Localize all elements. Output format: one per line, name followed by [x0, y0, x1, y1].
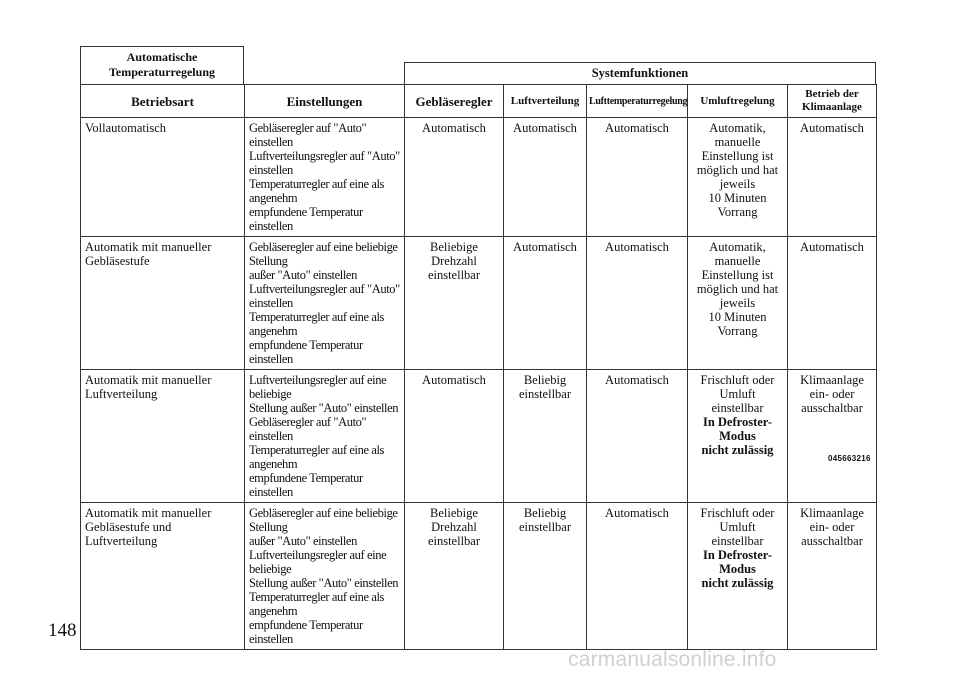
- temperature-cell: Automatisch: [587, 118, 688, 237]
- mode-cell-line: Automatik mit manueller: [85, 506, 212, 520]
- auto-temp-control-header: [80, 46, 244, 84]
- blower-cell-line: Automatisch: [422, 373, 486, 387]
- settings-cell-line: Gebläseregler auf "Auto" einstellen: [249, 121, 367, 149]
- blower-cell-line: einstellbar: [427, 268, 481, 282]
- col-header-betriebsart: Betriebsart: [81, 85, 245, 118]
- table-header-row: [81, 85, 877, 118]
- col-header-lufttemperaturregelung: Lufttemperaturregelung: [587, 85, 688, 118]
- settings-cell: [245, 503, 405, 650]
- recirculation-cell-line: Umluft einstellbar: [711, 387, 764, 415]
- blower-cell-line: Beliebige: [430, 506, 478, 520]
- blower-cell: [405, 237, 504, 370]
- ac-cell: [788, 237, 877, 370]
- mode-cell: [81, 237, 245, 370]
- recirculation-note: In Defroster-Modus: [702, 415, 773, 443]
- ac-cell-line: ein- oder: [809, 387, 855, 401]
- temperature-cell: Automatisch: [587, 237, 688, 370]
- table-row: [81, 503, 877, 650]
- blower-cell: [405, 370, 504, 503]
- mode-cell-line: Luftverteilung: [85, 387, 158, 401]
- distribution-cell: [504, 503, 587, 650]
- settings-cell-line: empfundene Temperatur einstellen: [249, 338, 363, 366]
- settings-cell-line: Luftverteilungsregler auf "Auto" einstellen: [249, 149, 400, 177]
- ac-cell-line: Klimaanlage: [800, 373, 864, 387]
- recirculation-cell: [688, 503, 788, 650]
- settings-cell-line: Stellung außer "Auto" einstellen: [249, 401, 399, 415]
- settings-cell-line: empfundene Temperatur einstellen: [249, 618, 363, 646]
- settings-cell-line: außer "Auto" einstellen: [249, 534, 357, 548]
- klimaanlage-header-line-2: Klimaanlage: [802, 101, 862, 113]
- settings-cell-line: Luftverteilungsregler auf eine beliebige: [249, 373, 387, 401]
- ac-cell-line: Klimaanlage: [800, 506, 864, 520]
- col-header-umluftregelung: Umluftregelung: [688, 85, 788, 118]
- settings-cell-line: Temperaturregler auf eine als angenehm: [249, 590, 385, 618]
- ac-cell-line: ein- oder: [809, 520, 855, 534]
- distribution-cell-line: Beliebig: [523, 506, 567, 520]
- auto-temp-control-line-2: Temperaturregelung: [109, 65, 215, 79]
- blower-cell-line: Beliebige: [430, 240, 478, 254]
- auto-temp-control-line-1: Automatische: [126, 50, 198, 64]
- settings-cell-line: Gebläseregler auf "Auto" einstellen: [249, 415, 367, 443]
- ac-cell-line: Automatisch: [800, 240, 864, 254]
- settings-cell: [245, 118, 405, 237]
- recirculation-note: nicht zulässig: [701, 443, 774, 457]
- recirculation-cell-line: möglich und hat jeweils: [696, 282, 779, 310]
- recirculation-note: In Defroster-Modus: [702, 548, 773, 576]
- mode-cell-line: Automatik mit manueller: [85, 240, 212, 254]
- table-body: [81, 118, 877, 650]
- blower-cell-line: Drehzahl: [431, 520, 477, 534]
- recirculation-cell: [688, 370, 788, 503]
- recirculation-cell: [688, 118, 788, 237]
- blower-cell: [405, 503, 504, 650]
- recirculation-cell-line: Frischluft oder: [700, 373, 775, 387]
- recirculation-note: nicht zulässig: [701, 576, 774, 590]
- settings-cell: [245, 237, 405, 370]
- settings-cell-line: Gebläseregler auf eine beliebige Stellung: [249, 506, 398, 534]
- settings-cell-line: Gebläseregler auf eine beliebige Stellung: [249, 240, 398, 268]
- settings-cell-line: Temperaturregler auf eine als angenehm: [249, 177, 385, 205]
- mode-cell-line: Luftverteilung: [85, 534, 158, 548]
- ac-cell: [788, 370, 877, 503]
- klimaanlage-header-line-1: Betrieb der: [805, 88, 859, 100]
- col-header-einstellungen: Einstellungen: [245, 85, 405, 118]
- settings-cell-line: außer "Auto" einstellen: [249, 268, 357, 282]
- blower-cell-line: Drehzahl: [431, 254, 477, 268]
- mode-cell-line: Gebläsestufe und: [85, 520, 172, 534]
- distribution-cell-line: einstellbar: [518, 387, 572, 401]
- mode-cell-line: Automatik mit manueller: [85, 373, 212, 387]
- recirculation-cell-line: Frischluft oder: [700, 506, 775, 520]
- recirculation-cell-line: 10 Minuten Vorrang: [708, 191, 767, 219]
- blower-cell-line: Automatisch: [422, 121, 486, 135]
- ac-cell: [788, 118, 877, 237]
- table-row: [81, 118, 877, 237]
- settings-cell-line: Temperaturregler auf eine als angenehm: [249, 443, 385, 471]
- recirculation-cell-line: Umluft einstellbar: [711, 520, 764, 548]
- temperature-cell: Automatisch: [587, 370, 688, 503]
- blower-cell-line: einstellbar: [427, 534, 481, 548]
- distribution-cell-line: Automatisch: [513, 240, 577, 254]
- distribution-cell-line: Beliebig: [523, 373, 567, 387]
- mode-cell: [81, 118, 245, 237]
- recirculation-cell-line: 10 Minuten Vorrang: [708, 310, 767, 338]
- recirculation-cell-line: Einstellung ist: [701, 268, 774, 282]
- settings-cell-line: empfundene Temperatur einstellen: [249, 205, 363, 233]
- table-row: [81, 370, 877, 503]
- distribution-cell: [504, 237, 587, 370]
- recirculation-cell: [688, 237, 788, 370]
- mode-cell-line: Gebläsestufe: [85, 254, 150, 268]
- blower-cell: [405, 118, 504, 237]
- climate-control-table: [80, 84, 877, 650]
- recirculation-cell-line: Einstellung ist: [701, 149, 774, 163]
- mode-cell: [81, 370, 245, 503]
- recirculation-cell-line: möglich und hat jeweils: [696, 163, 779, 191]
- recirculation-cell-line: Automatik, manuelle: [709, 240, 766, 268]
- table-row: [81, 237, 877, 370]
- temperature-cell: Automatisch: [587, 503, 688, 650]
- figure-code: 045663216: [828, 454, 871, 463]
- settings-cell: [245, 370, 405, 503]
- settings-cell-line: Stellung außer "Auto" einstellen: [249, 576, 399, 590]
- mode-cell-line: Vollautomatisch: [85, 121, 167, 135]
- distribution-cell-line: Automatisch: [513, 121, 577, 135]
- page-number: 148: [48, 620, 77, 641]
- col-header-klimaanlage: [788, 85, 877, 118]
- distribution-cell-line: einstellbar: [518, 520, 572, 534]
- ac-cell-line: ausschaltbar: [801, 401, 863, 415]
- recirculation-cell-line: Automatik, manuelle: [709, 121, 766, 149]
- col-header-geblaeseregler: Gebläseregler: [405, 85, 504, 118]
- settings-cell-line: Luftverteilungsregler auf "Auto" einstellen: [249, 282, 400, 310]
- ac-cell-line: Automatisch: [800, 121, 864, 135]
- system-functions-header: Systemfunktionen: [404, 62, 876, 84]
- ac-cell-line: ausschaltbar: [801, 534, 863, 548]
- ac-cell: [788, 503, 877, 650]
- distribution-cell: [504, 118, 587, 237]
- settings-cell-line: empfundene Temperatur einstellen: [249, 471, 363, 499]
- distribution-cell: [504, 370, 587, 503]
- col-header-luftverteilung: Luftverteilung: [504, 85, 587, 118]
- mode-cell: [81, 503, 245, 650]
- settings-cell-line: Luftverteilungsregler auf eine beliebige: [249, 548, 387, 576]
- watermark: carmanualsonline.info: [568, 648, 777, 671]
- settings-cell-line: Temperaturregler auf eine als angenehm: [249, 310, 385, 338]
